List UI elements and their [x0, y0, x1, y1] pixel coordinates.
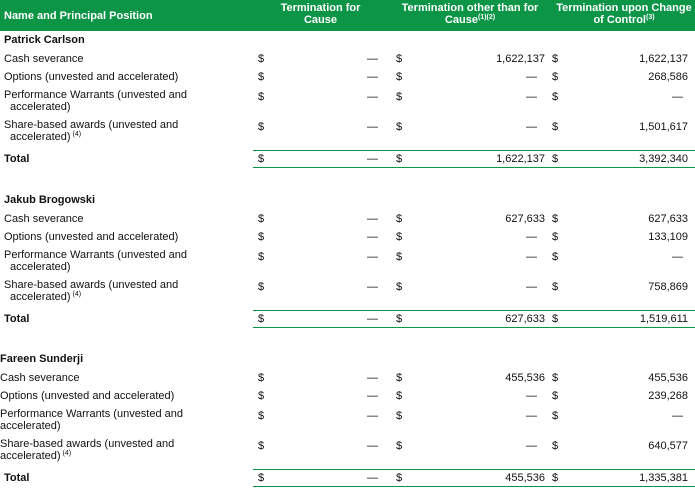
total-label: Total [4, 313, 30, 325]
dollar-sign: $ [258, 53, 265, 65]
total-rule [253, 310, 695, 311]
value-cell: 1,622,137 [496, 153, 545, 165]
dollar-sign: $ [396, 390, 403, 402]
value-cell: 640,577 [648, 440, 688, 452]
header-termination-for-cause: Termination for Cause [280, 2, 361, 26]
row-label-text: Share-based awards (unvested and accelerated) [4, 279, 179, 303]
total-rule [253, 150, 695, 151]
row-label-text: Performance Warrants (unvested and accelerated) [4, 249, 188, 273]
dash-value: — [367, 91, 378, 103]
row-label [4, 279, 218, 303]
row-label: Options (unvested and accelerated) [0, 390, 175, 402]
dollar-sign: $ [552, 472, 559, 484]
dollar-sign: $ [396, 410, 403, 422]
total-label: Total [4, 472, 30, 484]
dollar-sign: $ [258, 440, 265, 452]
dash-value: — [526, 91, 537, 103]
dollar-sign: $ [396, 472, 403, 484]
dash-value: — [367, 153, 378, 165]
dollar-sign: $ [396, 251, 403, 263]
dollar-sign: $ [552, 53, 559, 65]
row-label [0, 438, 208, 462]
value-cell: 1,622,137 [639, 53, 688, 65]
footnote-ref: (4) [60, 450, 72, 457]
dollar-sign: $ [396, 231, 403, 243]
row-label: Cash severance [0, 372, 80, 384]
dash-value: — [367, 121, 378, 133]
dash-value: — [367, 313, 378, 325]
row-label [4, 89, 218, 113]
dash-value: — [672, 410, 683, 422]
dollar-sign: $ [552, 213, 559, 225]
dash-value: — [526, 410, 537, 422]
dollar-sign: $ [396, 91, 403, 103]
dollar-sign: $ [258, 213, 265, 225]
value-cell: 455,536 [505, 372, 545, 384]
row-label [4, 249, 218, 273]
value-cell: 1,501,617 [639, 121, 688, 133]
value-cell: 3,392,340 [639, 153, 688, 165]
dollar-sign: $ [258, 372, 265, 384]
dollar-sign: $ [552, 121, 559, 133]
dollar-sign: $ [258, 231, 265, 243]
row-label: Cash severance [4, 53, 84, 65]
dollar-sign: $ [258, 71, 265, 83]
dash-value: — [367, 213, 378, 225]
dash-value: — [526, 440, 537, 452]
value-cell: 268,586 [648, 71, 688, 83]
person-name: Jakub Brogowski [4, 194, 96, 206]
row-label: Options (unvested and accelerated) [4, 231, 179, 243]
dash-value: — [367, 390, 378, 402]
dash-value: — [526, 231, 537, 243]
value-cell: 1,519,611 [639, 313, 688, 325]
value-cell: 1,622,137 [496, 53, 545, 65]
dash-value: — [672, 91, 683, 103]
dollar-sign: $ [258, 281, 265, 293]
dollar-sign: $ [552, 71, 559, 83]
value-cell: 627,633 [648, 213, 688, 225]
dash-value: — [672, 251, 683, 263]
person-name: Patrick Carlson [4, 34, 85, 46]
dollar-sign: $ [552, 91, 559, 103]
dash-value: — [367, 440, 378, 452]
dollar-sign: $ [396, 372, 403, 384]
dollar-sign: $ [396, 440, 403, 452]
dollar-sign: $ [552, 410, 559, 422]
dollar-sign: $ [396, 153, 403, 165]
dollar-sign: $ [396, 313, 403, 325]
dollar-sign: $ [258, 153, 265, 165]
value-cell: 627,633 [505, 313, 545, 325]
dollar-sign: $ [396, 213, 403, 225]
value-cell: 455,536 [648, 372, 688, 384]
header-termination-change-of-control: Termination upon Change of Control$^{(3)}$ [556, 2, 692, 26]
value-cell: 1,335,381 [639, 472, 688, 484]
row-label-text: Share-based awards (unvested and accelerated) [0, 438, 175, 462]
dollar-sign: $ [552, 440, 559, 452]
dollar-sign: $ [258, 410, 265, 422]
value-cell: 758,869 [648, 281, 688, 293]
dollar-sign: $ [396, 281, 403, 293]
value-cell: 239,268 [648, 390, 688, 402]
header-name-position: Name and Principal Position [4, 10, 153, 22]
table-header [0, 0, 695, 31]
dash-value: — [367, 281, 378, 293]
row-label: Cash severance [4, 213, 84, 225]
row-label [0, 408, 208, 432]
dash-value: — [526, 71, 537, 83]
dash-value: — [526, 390, 537, 402]
dash-value: — [367, 472, 378, 484]
dollar-sign: $ [258, 251, 265, 263]
dash-value: — [367, 71, 378, 83]
dollar-sign: $ [552, 281, 559, 293]
dollar-sign: $ [396, 121, 403, 133]
row-label-text: Performance Warrants (unvested and accelerated) [4, 89, 188, 113]
total-rule-bottom [253, 327, 695, 328]
dollar-sign: $ [552, 313, 559, 325]
dollar-sign: $ [258, 390, 265, 402]
dash-value: — [367, 372, 378, 384]
dash-value: — [526, 251, 537, 263]
dollar-sign: $ [552, 372, 559, 384]
dollar-sign: $ [552, 251, 559, 263]
row-label-text: Performance Warrants (unvested and accelerated) [0, 408, 184, 432]
total-rule-bottom [253, 167, 695, 168]
value-cell: 455,536 [505, 472, 545, 484]
dash-value: — [367, 53, 378, 65]
dollar-sign: $ [258, 121, 265, 133]
dollar-sign: $ [258, 91, 265, 103]
dash-value: — [526, 281, 537, 293]
footnote-ref: (4) [70, 291, 82, 298]
total-label: Total [4, 153, 30, 165]
dollar-sign: $ [396, 53, 403, 65]
dollar-sign: $ [258, 472, 265, 484]
dash-value: — [367, 410, 378, 422]
row-label [4, 119, 218, 143]
dollar-sign: $ [552, 390, 559, 402]
header-termination-other-than-cause: Termination other than for Cause$^{(1)(2)}$ [401, 2, 539, 26]
row-label: Options (unvested and accelerated) [4, 71, 179, 83]
dash-value: — [526, 121, 537, 133]
dash-value: — [367, 231, 378, 243]
dollar-sign: $ [258, 313, 265, 325]
footnote-ref: (4) [70, 131, 82, 138]
dash-value: — [367, 251, 378, 263]
person-name: Fareen Sunderji [0, 353, 84, 365]
total-rule-bottom [253, 486, 695, 487]
row-label-text: Share-based awards (unvested and accelerated) [4, 119, 179, 143]
dollar-sign: $ [396, 71, 403, 83]
value-cell: 627,633 [505, 213, 545, 225]
dollar-sign: $ [552, 153, 559, 165]
total-rule [253, 469, 695, 470]
dollar-sign: $ [552, 231, 559, 243]
value-cell: 133,109 [648, 231, 688, 243]
